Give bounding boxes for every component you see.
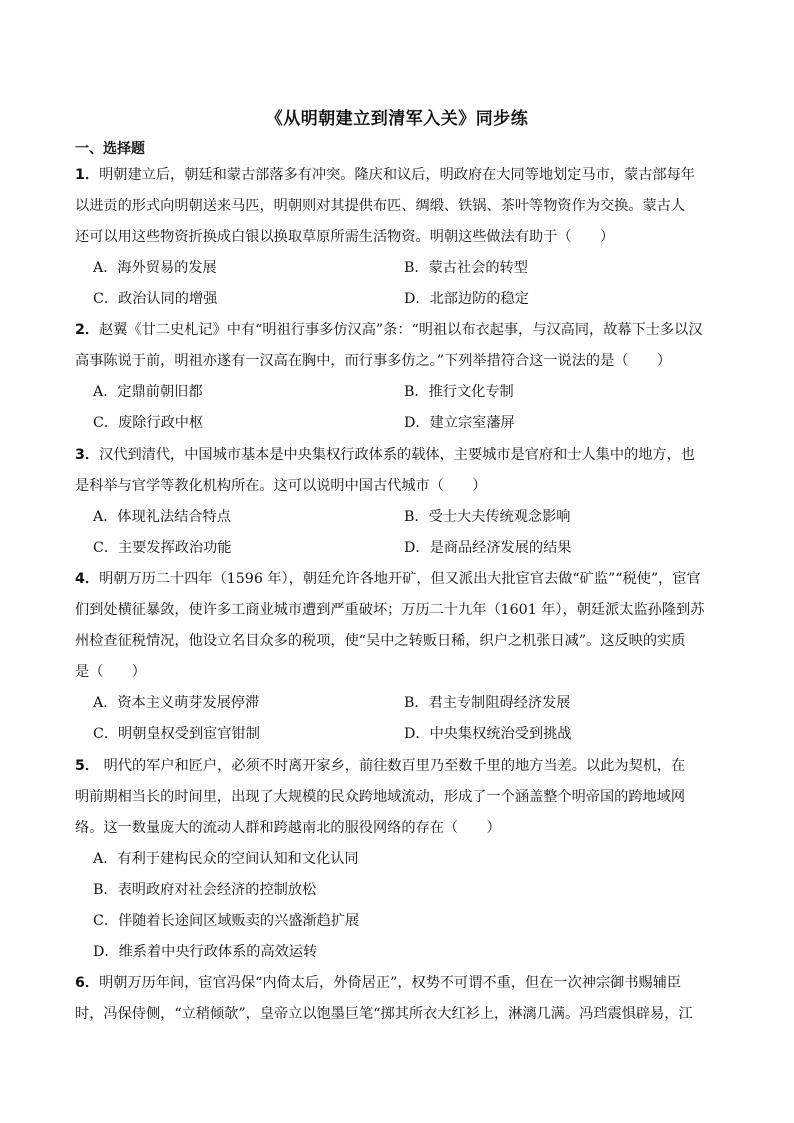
question-4-option-b[interactable]: B．君主专制阻碍经济发展 bbox=[404, 695, 571, 711]
question-4-line-3: 州检查征税情况，他设立名目众多的税项，使“吴中之转贩日稀，织户之机张日减”。这反映的实质 bbox=[75, 633, 686, 649]
question-1-option-b[interactable]: B．蒙古社会的转型 bbox=[404, 260, 528, 276]
question-5-option-a[interactable]: A．有利于建构民众的空间认知和文化认同 bbox=[93, 851, 359, 867]
question-2-option-a[interactable]: A．定鼎前朝旧都 bbox=[93, 384, 203, 400]
document-title: 《从明朝建立到清军入关》同步练 bbox=[265, 109, 529, 129]
question-1-option-d[interactable]: D．北部边防的稳定 bbox=[404, 291, 529, 307]
question-3-option-a[interactable]: A．体现礼法结合特点 bbox=[93, 509, 231, 525]
question-6-line-2: 时，冯保侍侧，“立稍倾欹”，皇帝立以饱墨巨笔“掷其所衣大红衫上，淋漓几满。冯珰震惧辟易，江 bbox=[75, 1006, 693, 1022]
question-2-option-b[interactable]: B．推行文化专制 bbox=[404, 384, 514, 400]
question-number: 6． bbox=[75, 975, 100, 991]
question-3-option-c[interactable]: C．主要发挥政治功能 bbox=[93, 540, 232, 556]
question-1-option-c[interactable]: C．政治认同的增强 bbox=[93, 291, 218, 307]
question-4-option-a[interactable]: A．资本主义萌芽发展停滞 bbox=[93, 695, 260, 711]
question-1-option-a[interactable]: A．海外贸易的发展 bbox=[93, 260, 217, 276]
question-2-option-d[interactable]: D．建立宗室藩屏 bbox=[404, 415, 515, 431]
section-heading: 一、选择题 bbox=[75, 141, 145, 157]
question-4-option-c[interactable]: C．明朝皇权受到宦官钳制 bbox=[93, 726, 260, 742]
question-2-option-c[interactable]: C．废除行政中枢 bbox=[93, 415, 204, 431]
question-2-line-1: 2．赵翼《廿二史札记》中有“明祖行事多仿汉高”条：“明祖以布衣起事，与汉高同，故幕下士多以汉 bbox=[75, 322, 703, 338]
question-4-line-2: 们到处横征暴敛，使许多工商业城市遭到严重破坏；万历二十九年（1601 年），朝廷派太监孙隆到苏 bbox=[75, 602, 705, 618]
question-3-option-b[interactable]: B．受士大夫传统观念影响 bbox=[404, 509, 571, 525]
question-3-option-d[interactable]: D．是商品经济发展的结果 bbox=[404, 540, 572, 556]
question-2-line-2: 高事陈说于前，明祖亦遂有一汉高在胸中，而行事多仿之。”下列举措符合这一说法的是（ ） bbox=[75, 353, 672, 369]
question-1-line-2: 以进贡的形式向明朝送来马匹，明朝则对其提供布匹、绸缎、铁锅、茶叶等物资作为交换。蒙古人 bbox=[75, 198, 686, 214]
question-4-option-d[interactable]: D．中央集权统治受到挑战 bbox=[404, 726, 572, 742]
question-number: 1． bbox=[75, 167, 100, 183]
question-5-option-d[interactable]: D．维系着中央行政体系的高效运转 bbox=[93, 944, 318, 960]
question-5-line-3: 络。这一数量庞大的流动人群和跨越南北的服役网络的存在（ ） bbox=[75, 820, 501, 836]
question-5-line-2: 明前期相当长的时间里，出现了大规模的民众跨地域流动，形成了一个涵盖整个明帝国的跨地域网 bbox=[75, 789, 686, 805]
question-1-line-1: 1．明朝建立后，朝廷和蒙古部落多有冲突。隆庆和议后，明政府在大同等地划定马市，蒙古部每年 bbox=[75, 167, 695, 183]
question-5-line-1: 5． 明代的军户和匠户，必须不时离开家乡，前往数百里乃至数千里的地方当差。以此为契机，在 bbox=[75, 758, 686, 774]
question-1-line-3: 还可以用这些物资折换成白银以换取草原所需生活物资。明朝这些做法有助于（ ） bbox=[75, 229, 615, 245]
question-5-option-c[interactable]: C．伴随着长途间区域贩卖的兴盛渐趋扩展 bbox=[93, 913, 360, 929]
question-number: 2． bbox=[75, 322, 100, 338]
question-4-line-1: 4．明朝万历二十四年（1596 年），朝廷允许各地开矿，但又派出大批宦官去做“矿监”“税使”，宦官 bbox=[75, 571, 701, 587]
question-6-line-1: 6．明朝万历年间，宦官冯保“内倚太后，外倚居正”，权势不可谓不重，但在一次神宗御书赐辅臣 bbox=[75, 975, 682, 991]
question-4-line-4: 是（ ） bbox=[75, 664, 146, 680]
question-5-option-b[interactable]: B．表明政府对社会经济的控制放松 bbox=[93, 882, 317, 898]
question-3-line-2: 是科举与官学等教化机构所在。这可以说明中国古代城市（ ） bbox=[75, 478, 487, 494]
question-number: 3． bbox=[75, 447, 100, 463]
question-3-line-1: 3．汉代到清代，中国城市基本是中央集权行政体系的载体，主要城市是官府和士人集中的地方，也 bbox=[75, 447, 695, 463]
question-number: 4． bbox=[75, 571, 100, 587]
question-number: 5． bbox=[75, 758, 100, 774]
